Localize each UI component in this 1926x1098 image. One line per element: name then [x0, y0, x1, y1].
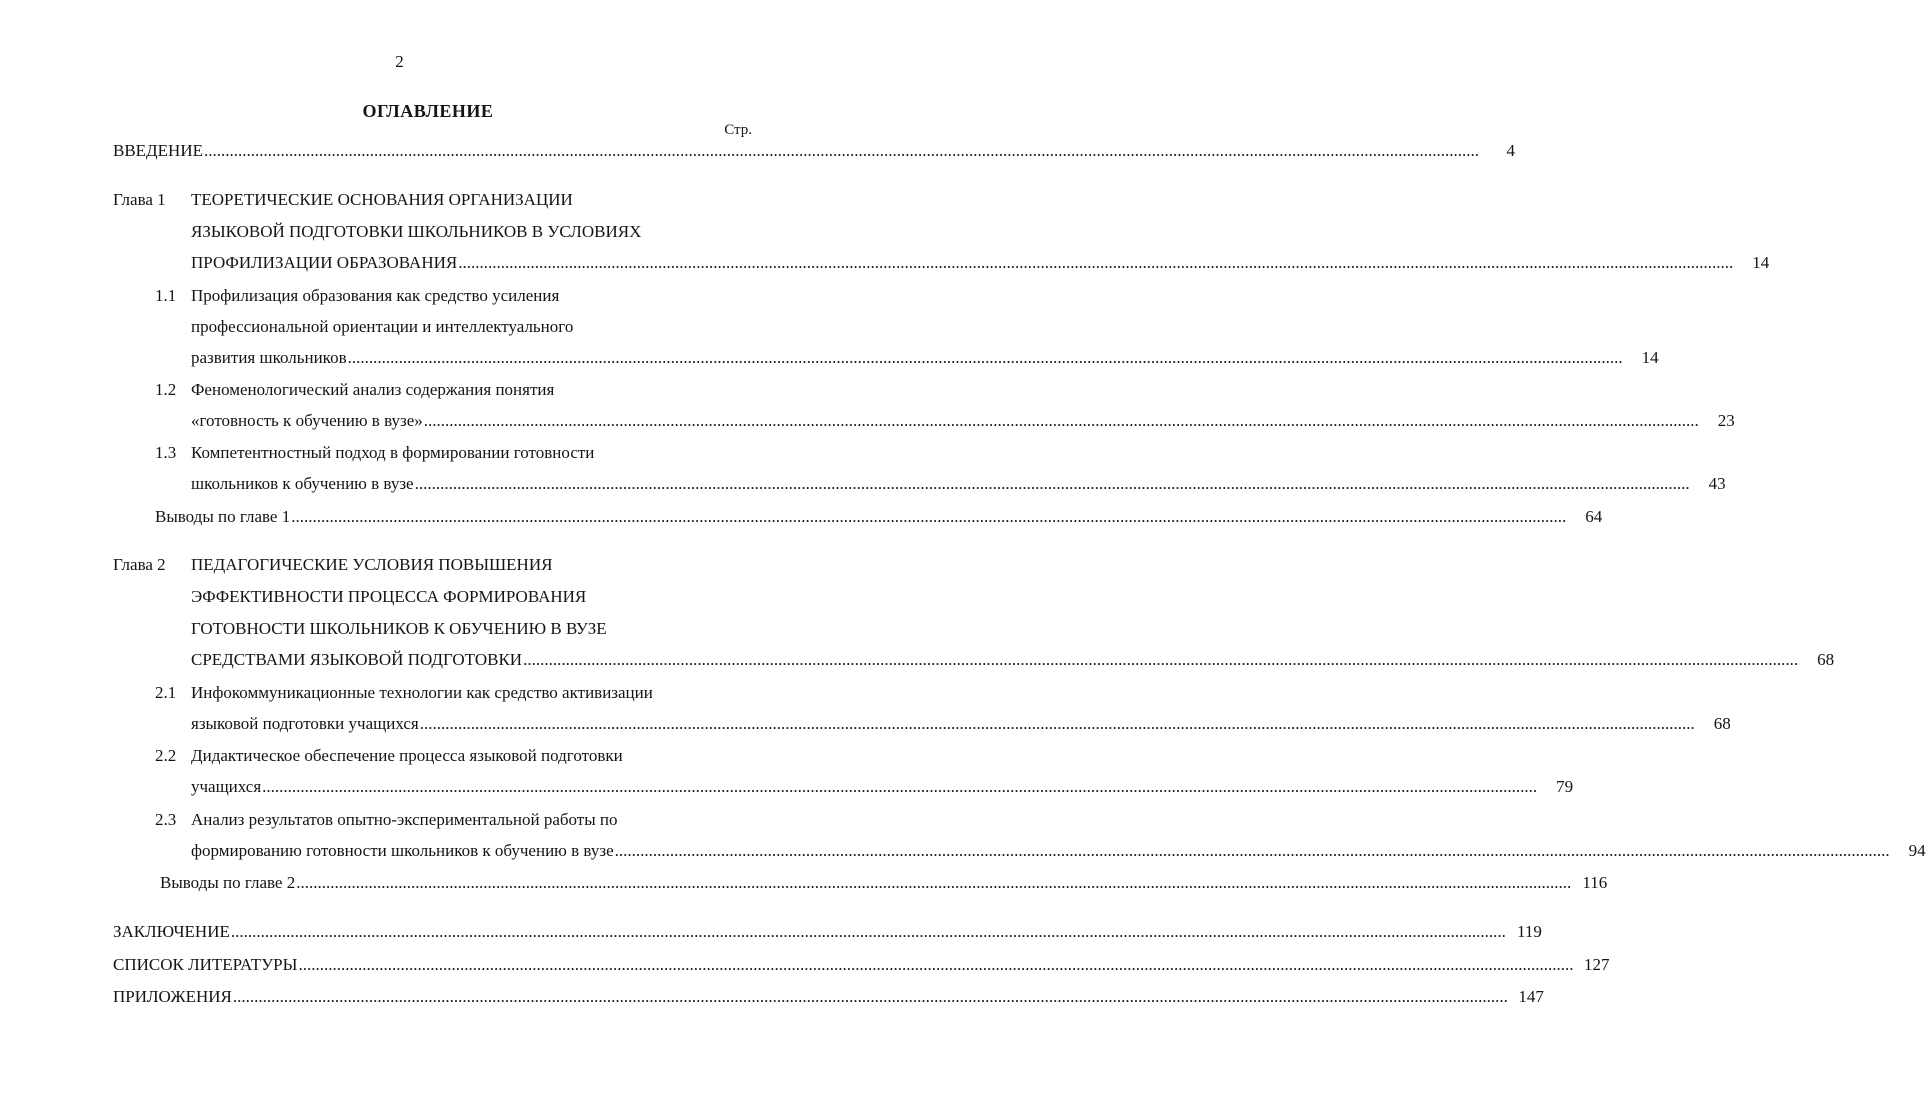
leader-dots: ............................................................................................................................................................................................................................................................................................................ [614, 841, 1890, 860]
toc-entry-label: СПИСОК ЛИТЕРАТУРЫ [113, 955, 298, 974]
leader-dots: ............................................................................................................................................................................................................................................................................................................ [296, 873, 1572, 892]
toc-entry-section-1-3[interactable] [191, 474, 1726, 494]
toc-entry-conclusion[interactable] [113, 922, 1542, 942]
chapter-2-title-line: ПЕДАГОГИЧЕСКИЕ УСЛОВИЯ ПОВЫШЕНИЯ [191, 555, 553, 574]
toc-entry-page: 43 [1708, 474, 1726, 493]
toc-entry-chapter-1[interactable] [191, 253, 1770, 273]
toc-entry-section-2-1[interactable] [191, 714, 1731, 734]
section-2-3-line: формированию готовности школьников к обучению в вузе [191, 841, 614, 860]
chapter-1-title-line: ПРОФИЛИЗАЦИИ ОБРАЗОВАНИЯ [191, 253, 458, 272]
leader-dots: ............................................................................................................................................................................................................................................................................................................ [230, 922, 1506, 941]
toc-entry-bibliography[interactable] [113, 955, 1610, 975]
toc-entry-conclusion-1[interactable] [155, 507, 1603, 527]
toc-entry-page: 147 [1518, 987, 1544, 1006]
toc-entry-page: 64 [1585, 507, 1603, 526]
leader-dots: ............................................................................................................................................................................................................................................................................................................ [232, 987, 1508, 1006]
section-1-3-line: школьников к обучению в вузе [191, 474, 414, 493]
page-number: 2 [395, 52, 404, 71]
section-2-2-number: 2.2 [155, 746, 177, 765]
leader-dots: ............................................................................................................................................................................................................................................................................................................ [414, 474, 1690, 493]
chapter-2-title-line: ЭФФЕКТИВНОСТИ ПРОЦЕССА ФОРМИРОВАНИЯ [191, 587, 587, 606]
section-1-2-line: «готовность к обучению в вузе» [191, 411, 423, 430]
section-2-1-line: языковой подготовки учащихся [191, 714, 419, 733]
toc-entry-page: 79 [1556, 777, 1574, 796]
section-1-1-line: Профилизация образования как средство усиления [191, 286, 560, 305]
section-1-3-number: 1.3 [155, 443, 177, 462]
chapter-1-title-line: ТЕОРЕТИЧЕСКИЕ ОСНОВАНИЯ ОРГАНИЗАЦИИ [191, 190, 573, 209]
chapter-2-title-line: СРЕДСТВАМИ ЯЗЫКОВОЙ ПОДГОТОВКИ [191, 650, 523, 669]
toc-entry-page: 14 [1641, 348, 1659, 367]
section-1-1-line: развития школьников [191, 348, 347, 367]
section-2-1-number: 2.1 [155, 683, 177, 702]
toc-entry-page: 116 [1582, 873, 1608, 892]
section-1-2-line: Феноменологический анализ содержания понятия [191, 380, 555, 399]
toc-entry-page: 119 [1516, 922, 1542, 941]
chapter-1-number: Глава 1 [113, 190, 166, 209]
chapter-2-number: Глава 2 [113, 555, 166, 574]
toc-entry-intro[interactable] [113, 141, 1515, 161]
toc-entry-page: 14 [1752, 253, 1770, 272]
toc-entry-section-2-3[interactable] [191, 841, 1926, 861]
section-2-1-line: Инфокоммуникационные технологии как средство активизации [191, 683, 653, 702]
leader-dots: ............................................................................................................................................................................................................................................................................................................ [203, 141, 1479, 160]
toc-entry-appendices[interactable] [113, 987, 1544, 1007]
toc-entry-page: 127 [1583, 955, 1610, 974]
toc-entry-label: ВВЕДЕНИЕ [113, 141, 203, 160]
toc-entry-section-1-2[interactable] [191, 411, 1735, 431]
section-1-1-line: профессиональной ориентации и интеллектуального [191, 317, 574, 336]
toc-entry-section-1-1[interactable] [191, 348, 1659, 368]
leader-dots: ............................................................................................................................................................................................................................................................................................................ [298, 955, 1574, 974]
leader-dots: ............................................................................................................................................................................................................................................................................................................ [458, 253, 1734, 272]
leader-dots: ............................................................................................................................................................................................................................................................................................................ [291, 507, 1567, 526]
section-2-3-number: 2.3 [155, 810, 177, 829]
leader-dots: ............................................................................................................................................................................................................................................................................................................ [419, 714, 1695, 733]
toc-entry-page: 68 [1817, 650, 1835, 669]
toc-entry-page: 68 [1713, 714, 1731, 733]
toc-entry-chapter-2[interactable] [191, 650, 1835, 670]
page-column-label: Стр. [724, 122, 752, 138]
conclusion-label: Выводы по главе 1 [155, 507, 291, 526]
chapter-1-title-line: ЯЗЫКОВОЙ ПОДГОТОВКИ ШКОЛЬНИКОВ В УСЛОВИЯХ [191, 222, 642, 241]
toc-entry-label: ПРИЛОЖЕНИЯ [113, 987, 232, 1006]
toc-entry-page: 4 [1506, 141, 1515, 160]
toc-entry-conclusion-2[interactable] [160, 873, 1608, 893]
toc-entry-page: 23 [1717, 411, 1735, 430]
section-1-2-number: 1.2 [155, 380, 177, 399]
toc-entry-label: ЗАКЛЮЧЕНИЕ [113, 922, 230, 941]
leader-dots: ............................................................................................................................................................................................................................................................................................................ [523, 650, 1799, 669]
toc-entry-page: 94 [1908, 841, 1926, 860]
toc-entry-section-2-2[interactable] [191, 777, 1574, 797]
page-title: ОГЛАВЛЕНИЕ [362, 101, 494, 121]
leader-dots: ............................................................................................................................................................................................................................................................................................................ [347, 348, 1623, 367]
chapter-2-title-line: ГОТОВНОСТИ ШКОЛЬНИКОВ К ОБУЧЕНИЮ В ВУЗЕ [191, 619, 607, 638]
section-1-3-line: Компетентностный подход в формировании готовности [191, 443, 595, 462]
section-1-1-number: 1.1 [155, 286, 177, 305]
section-2-2-line: Дидактическое обеспечение процесса языковой подготовки [191, 746, 623, 765]
leader-dots: ............................................................................................................................................................................................................................................................................................................ [423, 411, 1699, 430]
leader-dots: ............................................................................................................................................................................................................................................................................................................ [262, 777, 1538, 796]
conclusion-label: Выводы по главе 2 [160, 873, 296, 892]
section-2-3-line: Анализ результатов опытно-экспериментальной работы по [191, 810, 618, 829]
section-2-2-line: учащихся [191, 777, 262, 796]
